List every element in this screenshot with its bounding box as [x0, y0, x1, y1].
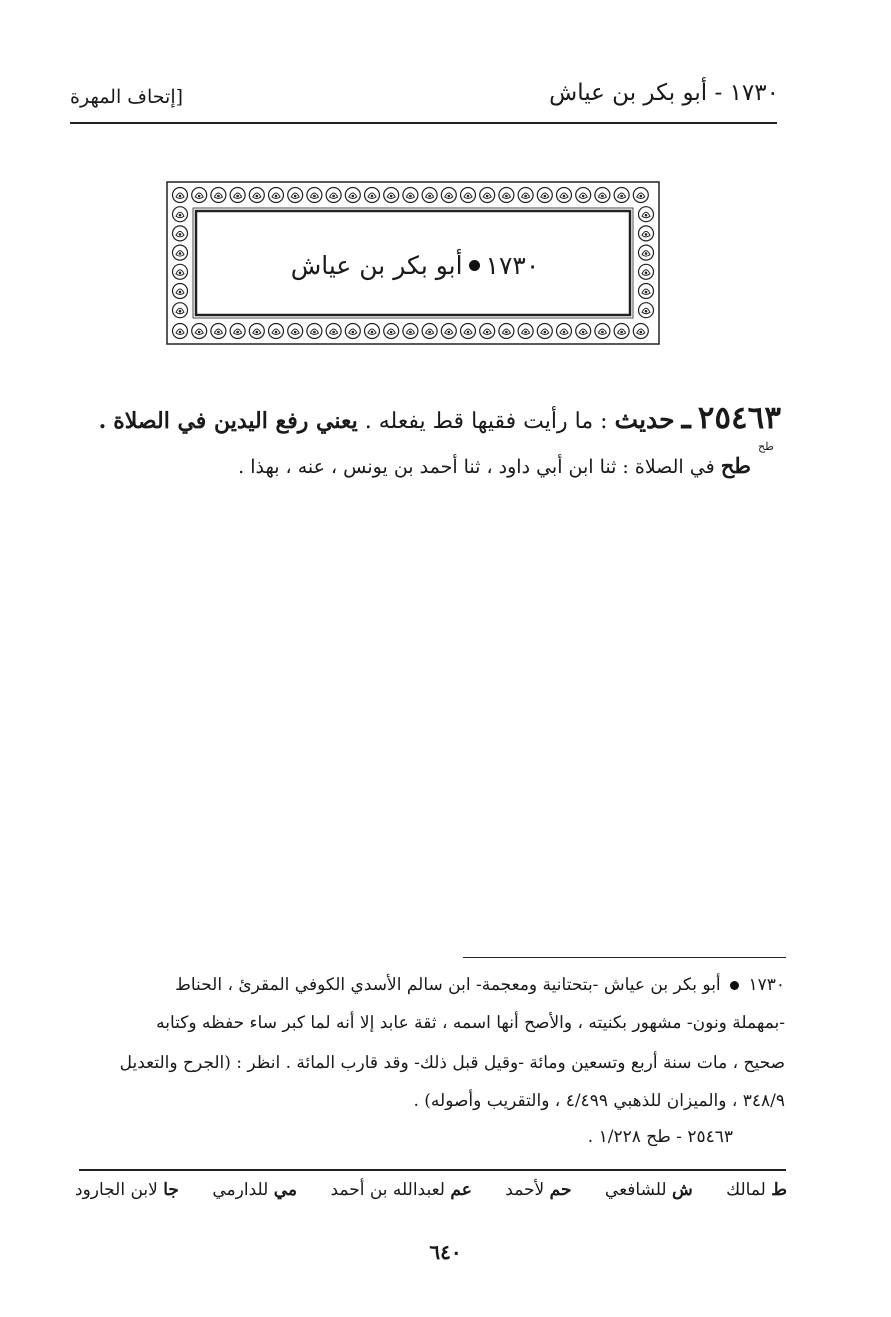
ornament-icon [288, 324, 303, 339]
legend-text: لمالك [726, 1180, 766, 1200]
entry-explanation: يعني رفع اليدين في الصلاة [113, 408, 358, 434]
ornament-icon [614, 324, 629, 339]
ornament-icon [269, 188, 284, 203]
ornament-icon [441, 324, 456, 339]
source-abbreviation: طح [720, 453, 751, 478]
footnote-line: ٣٤٨/٩ ، والميزان للذهبي ٤/٤٩٩ ، والتقريب وأصوله) . [413, 1091, 785, 1111]
header-rule [70, 122, 777, 124]
source-text: في الصلاة : ثنا ابن أبي داود ، ثنا أحمد بن يونس ، عنه ، بهذا . [238, 456, 715, 478]
ornament-icon [639, 226, 654, 241]
ornament-icon [518, 324, 533, 339]
ornament-icon [403, 324, 418, 339]
ornament-icon [403, 188, 418, 203]
legend-abbr: جا [163, 1180, 179, 1200]
running-header-book: [إتحاف المهرة [70, 86, 184, 108]
entry-source-line [101, 453, 751, 478]
ornament-icon [384, 188, 399, 203]
ornament-icon [173, 245, 188, 260]
ornament-icon [595, 324, 610, 339]
ornament-icon [499, 324, 514, 339]
ornament-icon [422, 324, 437, 339]
ornament-icon [345, 324, 360, 339]
legend-abbr: مي [273, 1180, 298, 1200]
ornament-icon [173, 303, 188, 318]
ornament-icon [614, 188, 629, 203]
legend-text: لابن الجارود [75, 1180, 158, 1200]
ornament-icon [537, 188, 552, 203]
ornament-icon [422, 188, 437, 203]
bullet-icon [730, 981, 739, 990]
legend-item [212, 1180, 297, 1200]
ornament-icon [595, 188, 610, 203]
ornament-icon [173, 264, 188, 279]
ornament-icon [518, 188, 533, 203]
legend-text: للشافعي [604, 1180, 667, 1200]
footnote-text: أبو بكر بن عياش -بتحتانية ومعجمة- ابن سالم الأسدي الكوفي المقرئ ، الحناط [175, 975, 721, 995]
entry-period: . [98, 408, 107, 434]
legend-rule [79, 1169, 786, 1171]
entry-source-marker: طح [758, 440, 774, 453]
ornament-icon [249, 188, 264, 203]
ornament-icon [173, 188, 188, 203]
legend-item [330, 1180, 471, 1200]
ornament-icon [557, 324, 572, 339]
ornament-icon [639, 264, 654, 279]
footnote-reference: ٢٥٤٦٣ - طح ١/٢٢٨ . [587, 1127, 733, 1147]
footnote-line: -بمهملة ونون- مشهور بكنيته ، والأصح أنها اسمه ، ثقة عابد إلا أنه لما كبر ساء حفظه وكتابه [156, 1013, 785, 1033]
ornament-icon [576, 324, 591, 339]
ornament-icon [480, 188, 495, 203]
bullet-icon [469, 260, 480, 271]
ornament-icon [480, 324, 495, 339]
ornament-icon [307, 188, 322, 203]
ornament-icon [557, 188, 572, 203]
entry-text: : ما رأيت فقيها قط يفعله . [364, 409, 608, 434]
legend-item [726, 1180, 787, 1200]
ornament-icon [639, 245, 654, 260]
frame-name: أبو بكر بن عياش [290, 250, 463, 280]
abbreviation-legend [75, 1180, 787, 1200]
ornament-icon [633, 324, 648, 339]
legend-text: لأحمد [505, 1180, 545, 1200]
entry-number: ٢٥٤٦٣ [697, 400, 781, 436]
legend-abbr: حم [549, 1180, 572, 1200]
ornament-icon [326, 324, 341, 339]
ornament-icon [441, 188, 456, 203]
ornament-icon [173, 226, 188, 241]
legend-abbr: ط [771, 1180, 787, 1200]
footnote-number: ١٧٣٠ [748, 975, 785, 995]
ornament-icon [365, 324, 380, 339]
ornament-icon [288, 188, 303, 203]
legend-text: للدارمي [212, 1180, 269, 1200]
footnote-line [75, 975, 785, 995]
ornament-icon [461, 188, 476, 203]
footnote-rule [463, 957, 786, 958]
ornament-icon [211, 188, 226, 203]
ornament-icon [173, 324, 188, 339]
ornament-icon [365, 188, 380, 203]
ornament-icon [326, 188, 341, 203]
legend-text: لعبدالله بن أحمد [330, 1180, 445, 1200]
ornament-icon [230, 324, 245, 339]
running-header-title: ١٧٣٠ - أبو بكر بن عياش [549, 80, 779, 106]
ornament-icon [249, 324, 264, 339]
ornament-icon [499, 188, 514, 203]
ornament-icon [639, 303, 654, 318]
footnote-line: صحيح ، مات سنة أربع وتسعين ومائة -وقيل قبل ذلك- وقد قارب المائة . انظر : (الجرح والتعديل [119, 1053, 785, 1073]
ornament-icon [639, 284, 654, 299]
ornament-icon [639, 207, 654, 222]
legend-item [505, 1180, 571, 1200]
entry-keyword: حديث [614, 405, 675, 434]
entry-dash: ـ [681, 400, 691, 436]
ornament-icon [269, 324, 284, 339]
ornament-icon [576, 188, 591, 203]
ornament-icon [633, 188, 648, 203]
ornament-icon [192, 188, 207, 203]
ornament-icon [384, 324, 399, 339]
legend-item [605, 1180, 693, 1200]
ornament-icon [173, 207, 188, 222]
ornament-icon [537, 324, 552, 339]
page-number: ٦٤٠ [429, 1240, 462, 1264]
ornament-icon [192, 324, 207, 339]
entry-line [81, 400, 781, 436]
ornament-icon [211, 324, 226, 339]
legend-abbr: عم [450, 1180, 472, 1200]
ornament-icon [461, 324, 476, 339]
legend-abbr: ش [671, 1180, 693, 1200]
frame-heading [198, 213, 632, 317]
ornament-icon [345, 188, 360, 203]
ornament-icon [173, 284, 188, 299]
ornament-icon [230, 188, 245, 203]
ornament-icon [307, 324, 322, 339]
legend-item [75, 1180, 179, 1200]
frame-number: ١٧٣٠ [485, 250, 540, 280]
